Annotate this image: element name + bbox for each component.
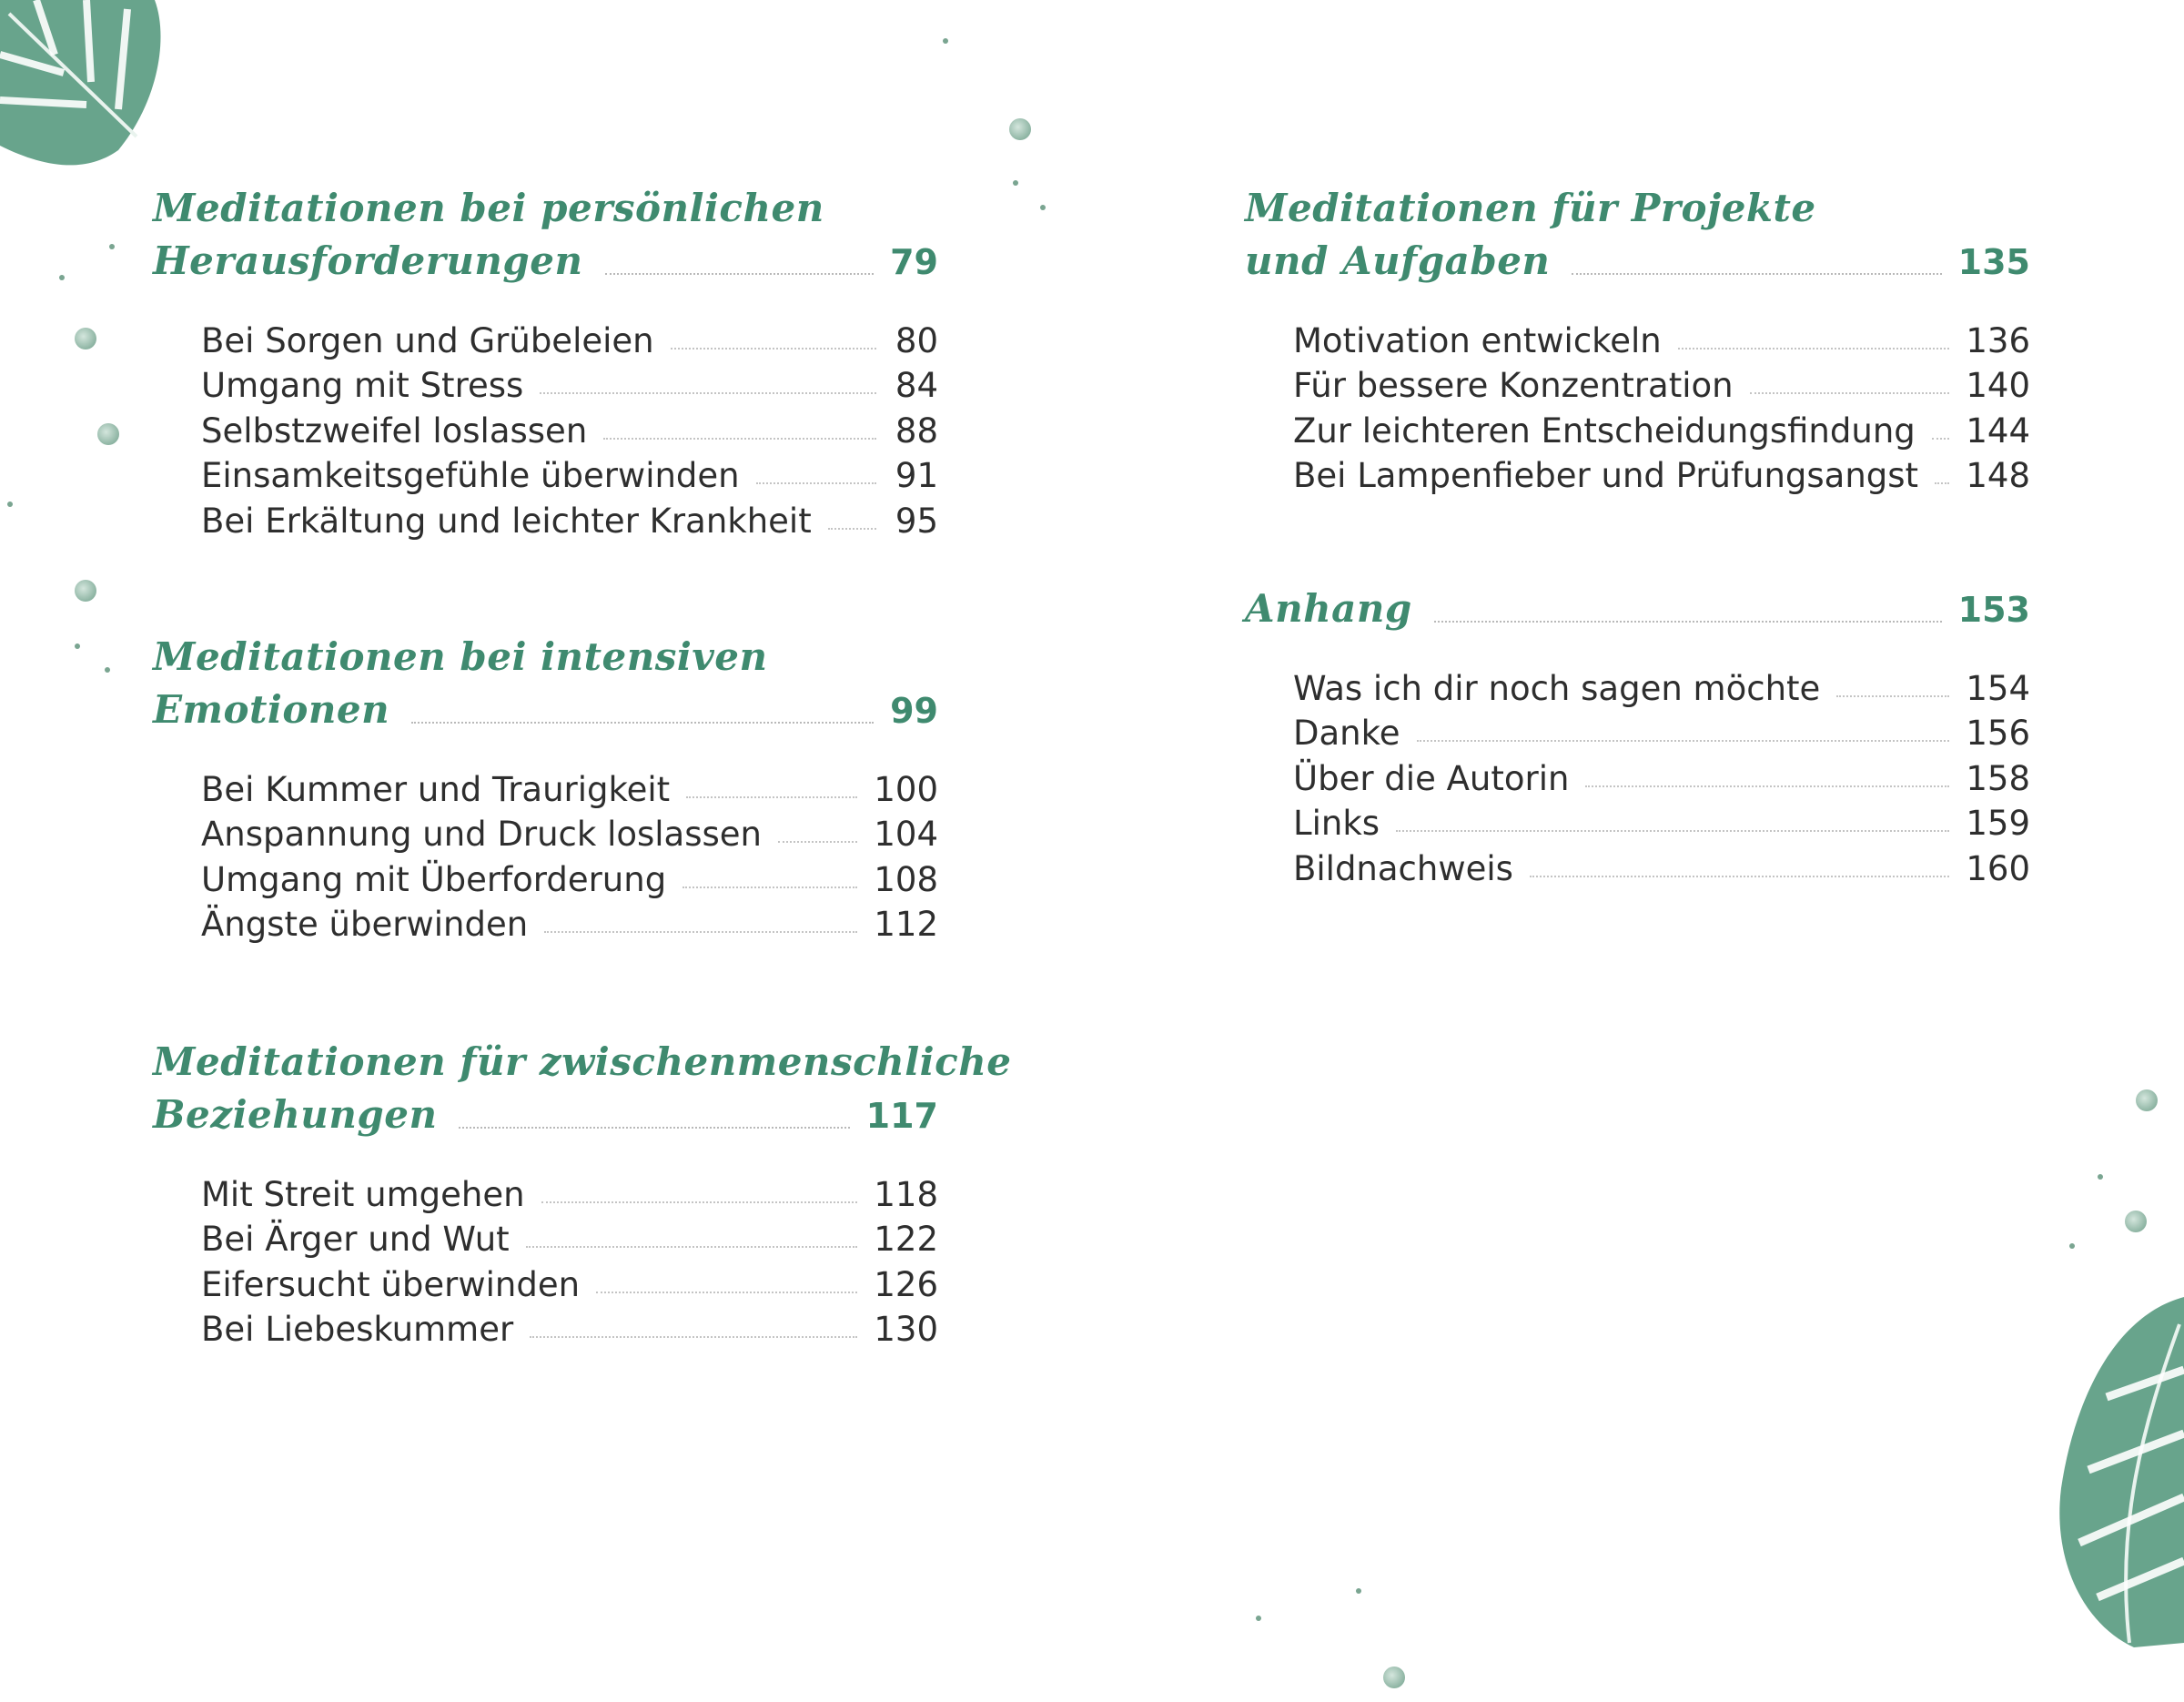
entry-label: Bei Ärger und Wut [201, 1220, 510, 1259]
dot-leader [1530, 876, 1949, 877]
dot-leader [544, 931, 857, 933]
toc-entry[interactable] [1293, 753, 2030, 798]
entry-page-number: 159 [1966, 804, 2030, 843]
dot-leader [541, 1201, 858, 1203]
entry-label: Über die Autorin [1293, 758, 1570, 798]
section-heading[interactable] [153, 631, 938, 736]
entry-label: Bei Liebeskummer [201, 1310, 514, 1349]
section-title-line2: Emotionen [153, 687, 390, 732]
toc-entry[interactable] [1293, 708, 2030, 754]
dot-leader [1750, 392, 1950, 394]
entry-label: Umgang mit Stress [201, 366, 524, 405]
toc-section [1245, 182, 2030, 495]
toc-section [153, 182, 938, 541]
toc-entry[interactable] [201, 854, 938, 899]
entry-label: Bei Erkältung und leichter Krankheit [201, 501, 812, 541]
toc-entry[interactable] [201, 360, 938, 406]
section-page-number: 79 [890, 242, 938, 282]
section-title-line1: Meditationen für Projekte [1245, 186, 1816, 230]
entry-page-number: 104 [874, 815, 938, 854]
entry-page-number: 84 [895, 366, 938, 405]
watercolor-dot-icon [105, 667, 110, 673]
entry-label: Was ich dir noch sagen möchte [1293, 668, 1821, 708]
dot-leader [1434, 621, 1942, 623]
toc-entry[interactable] [1293, 360, 2030, 406]
toc-section [1245, 583, 2030, 888]
entry-page-number: 80 [895, 320, 938, 360]
section-heading[interactable] [153, 1036, 1012, 1141]
entry-label: Anspannung und Druck loslassen [201, 815, 762, 854]
toc-entry[interactable] [1293, 843, 2030, 888]
watercolor-dot-icon [1383, 1667, 1405, 1688]
watercolor-dot-icon [97, 423, 119, 445]
dot-leader [682, 886, 857, 888]
entry-label: Eifersucht überwinden [201, 1264, 581, 1304]
toc-entry[interactable] [201, 764, 938, 809]
section-title-line1: Meditationen bei persönlichen [153, 186, 824, 230]
entry-label: Zur leichteren Entscheidungsfindung [1293, 410, 1916, 451]
watercolor-dot-icon [75, 580, 96, 602]
entry-page-number: 130 [874, 1310, 938, 1349]
entry-label: Selbstzweifel loslassen [201, 410, 588, 451]
entry-page-number: 136 [1966, 320, 2030, 360]
watercolor-dot-icon [2136, 1089, 2158, 1111]
entry-page-number: 156 [1966, 714, 2030, 753]
toc-entry[interactable] [1293, 405, 2030, 451]
toc-entry[interactable] [201, 1304, 938, 1350]
entry-page-number: 148 [1966, 456, 2030, 495]
toc-entry[interactable] [1293, 663, 2030, 708]
dot-leader [596, 1292, 857, 1293]
toc-entry[interactable] [201, 899, 938, 945]
section-page-number: 153 [1957, 590, 2030, 630]
section-title-line1: Meditationen für zwischenmenschliche [153, 1039, 1012, 1084]
toc-entry[interactable] [201, 1259, 938, 1304]
entry-label: Bei Kummer und Traurigkeit [201, 769, 671, 809]
toc-entry[interactable] [201, 809, 938, 855]
section-heading[interactable] [1245, 583, 2030, 635]
dot-leader [1417, 740, 1950, 742]
watercolor-dot-icon [1356, 1588, 1361, 1594]
dot-leader [686, 796, 857, 798]
dot-leader [756, 482, 876, 484]
entry-page-number: 154 [1966, 668, 2030, 708]
dot-leader [1932, 438, 1950, 440]
toc-entry[interactable] [201, 451, 938, 496]
entry-label: Umgang mit Überforderung [201, 859, 667, 899]
entry-page-number: 88 [895, 410, 938, 451]
watercolor-dot-icon [109, 244, 115, 249]
toc-section [153, 1036, 1012, 1349]
entry-page-number: 122 [874, 1220, 938, 1259]
dot-leader [778, 841, 857, 843]
entry-label: Ängste überwinden [201, 905, 529, 944]
dot-leader [1935, 482, 1949, 484]
dot-leader [1678, 348, 1950, 350]
dot-leader [1396, 830, 1949, 832]
watercolor-dot-icon [1013, 180, 1018, 186]
toc-entry[interactable] [201, 405, 938, 451]
entry-page-number: 108 [874, 859, 938, 899]
watercolor-dot-icon [943, 38, 948, 44]
watercolor-dot-icon [2098, 1174, 2103, 1180]
dot-leader [411, 722, 874, 724]
monstera-leaf-icon [0, 0, 173, 173]
dot-leader [526, 1246, 858, 1248]
watercolor-dot-icon [7, 501, 13, 507]
dot-leader [530, 1336, 857, 1338]
section-title-line2: Herausforderungen [153, 238, 583, 283]
entry-label: Bei Sorgen und Grübeleien [201, 320, 654, 360]
entry-label: Danke [1293, 714, 1400, 753]
entry-label: Mit Streit umgehen [201, 1174, 525, 1214]
section-page-number: 99 [890, 691, 938, 731]
toc-section [153, 631, 938, 944]
watercolor-dot-icon [75, 643, 80, 649]
watercolor-dot-icon [2069, 1243, 2075, 1249]
entry-page-number: 100 [874, 769, 938, 809]
entry-page-number: 144 [1966, 410, 2030, 451]
watercolor-dot-icon [1009, 118, 1031, 140]
watercolor-dot-icon [59, 275, 65, 280]
toc-entry[interactable] [1293, 315, 2030, 360]
dot-leader [540, 392, 876, 394]
section-page-number: 135 [1957, 242, 2030, 282]
dot-leader [603, 438, 876, 440]
entry-page-number: 158 [1966, 758, 2030, 798]
entry-page-number: 91 [895, 456, 938, 495]
toc-entry[interactable] [201, 1214, 938, 1260]
section-heading[interactable] [153, 182, 938, 288]
watercolor-dot-icon [75, 328, 96, 350]
entry-label: Motivation entwickeln [1293, 320, 1662, 360]
section-title-line2: und Aufgaben [1245, 238, 1551, 283]
dot-leader [828, 528, 876, 530]
entry-label: Bei Lampenfieber und Prüfungsangst [1293, 456, 1919, 495]
dot-leader [1836, 695, 1949, 697]
dot-leader [671, 348, 876, 350]
toc-entry[interactable] [201, 1169, 938, 1214]
entry-page-number: 118 [874, 1174, 938, 1214]
dot-leader [1585, 785, 1949, 787]
section-page-number: 117 [865, 1096, 938, 1136]
toc-entry[interactable] [201, 495, 938, 541]
entry-label: Für bessere Konzentration [1293, 366, 1734, 405]
entry-page-number: 95 [895, 501, 938, 541]
section-title-line2: Beziehungen [153, 1092, 438, 1137]
dot-leader [1572, 273, 1941, 275]
watercolor-dot-icon [1256, 1616, 1261, 1621]
dot-leader [459, 1127, 849, 1129]
watercolor-dot-icon [2125, 1211, 2147, 1232]
entry-label: Bildnachweis [1293, 848, 1513, 888]
section-title-line1: Meditationen bei intensiven [153, 634, 768, 679]
entry-label: Einsamkeitsgefühle überwinden [201, 456, 740, 495]
toc-entry[interactable] [1293, 798, 2030, 844]
entry-page-number: 126 [874, 1264, 938, 1304]
monstera-leaf-icon [2052, 1297, 2184, 1652]
toc-entry[interactable] [1293, 451, 2030, 496]
toc-entry[interactable] [201, 315, 938, 360]
entry-label: Links [1293, 804, 1380, 843]
entry-page-number: 160 [1966, 848, 2030, 888]
entry-page-number: 112 [874, 905, 938, 944]
section-title: Anhang [1245, 586, 1412, 631]
section-heading[interactable] [1245, 182, 2030, 288]
watercolor-dot-icon [1040, 205, 1046, 210]
entry-page-number: 140 [1966, 366, 2030, 405]
dot-leader [605, 273, 875, 275]
